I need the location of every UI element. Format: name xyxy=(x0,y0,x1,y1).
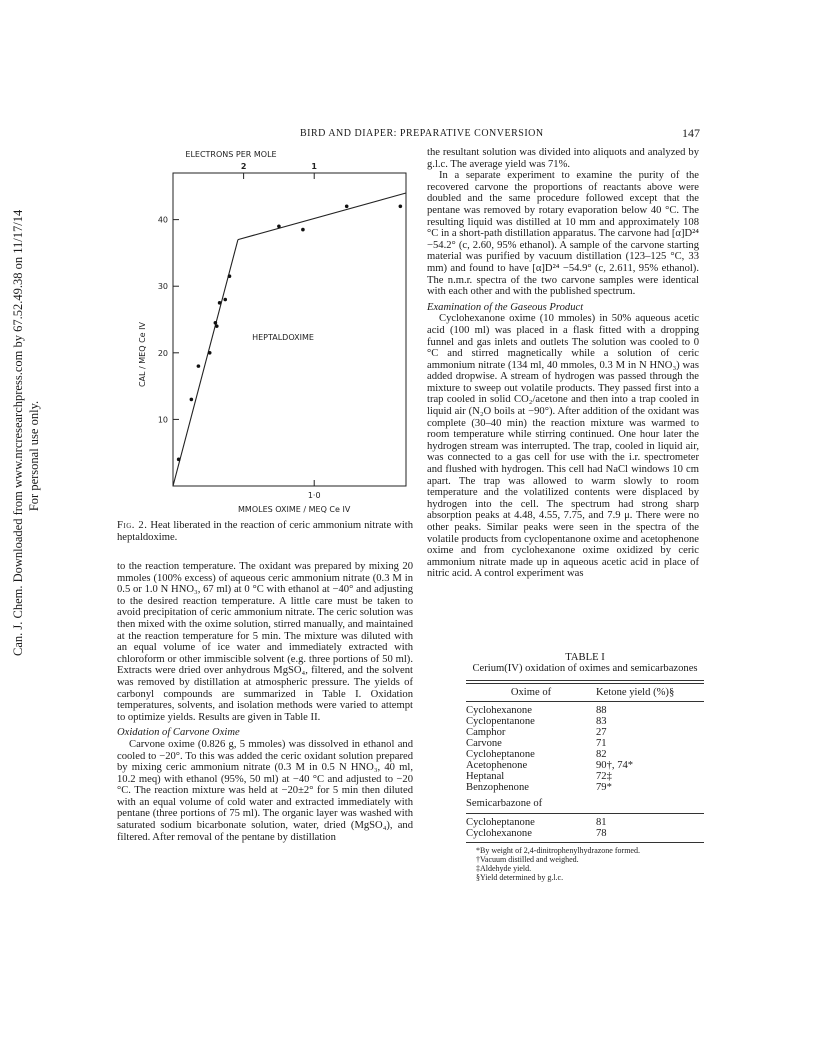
data-point xyxy=(190,398,194,402)
table-row xyxy=(466,727,704,738)
table-section-2-header: Semicarbazone of xyxy=(466,797,543,809)
table-footnote: §Yield determined by g.l.c. xyxy=(476,872,564,882)
table-cell-compound: Camphor xyxy=(466,726,506,738)
table-cell-compound: Cycloheptanone xyxy=(466,748,535,760)
left-paragraph-2: Carvone oxime (0.826 g, 5 mmoles) was dissolved in ethanol and cooled to −20°. To this was added the ceric oxidant solution prepared by mixing ceric ammonium nitrate (0.3 M in 0.5 N HNO₃, 40 ml, 10.2 meq) with ethanol (95%, 50 ml) at −40 °C and adjusted to −20 °C. The reaction mixture was held at −20±2° for 5 min then diluted with an equal volume of cold water and extracted immediately with pentane (three portions of 75 ml). The organic layer was washed with saturated sodium bicarbonate solution, water, dried (MgSO₄), and filtered. After removal of the pentane by distillation xyxy=(117,738,413,843)
y-tick-label: 10 xyxy=(157,415,168,425)
right-heading: Examination of the Gaseous Product xyxy=(427,301,584,313)
table-cell-compound: Acetophenone xyxy=(466,759,528,771)
right-paragraph-2: In a separate experiment to examine the purity of the recovered carvone the proportions of reactants above were doubled and the same procedure followed except that the pentane was removed by rotary evaporation below 40 °C. The resulting liquid was distilled at 10 mm and approximately 108 °C in a short-path distillation apparatus. The carvone had [α]D²⁴ −54.2° (c, 2.60, 95% ethanol). A sample of the carvone starting material was purified by vacuum distillation (123–125 °C, 33 mm) and found to have [α]D²⁴ −54.9° (c, 2.611, 95% ethanol). The n.m.r. spectra of the two carvone samples were identical with each other and with the published spectrum. xyxy=(427,170,699,298)
table-cell-yield: 82 xyxy=(596,748,607,760)
table-header xyxy=(466,684,704,701)
x-tick-label: 1·0 xyxy=(307,491,321,500)
table-cell-yield: 81 xyxy=(596,816,607,828)
watermark-line-2: For personal use only. xyxy=(27,400,41,512)
table-subtitle: Cerium(IV) oxidation of oximes and semicarbazones xyxy=(472,663,698,674)
table-title: TABLE I xyxy=(565,652,605,663)
table-rows-oximes xyxy=(466,702,704,793)
data-point xyxy=(215,324,219,328)
page-number: 147 xyxy=(682,126,700,140)
x-axis-label: MMOLES OXIME / MEQ Ce IV xyxy=(238,505,351,514)
table-cell-compound: Benzophenone xyxy=(466,781,529,793)
data-point xyxy=(197,364,201,368)
left-paragraph-1: to the reaction temperature. The oxidant was prepared by mixing 20 mmoles (100% excess) of aqueous ceric ammonium nitrate (0.3 M in 0.5 or 1.0 N HNO₃, 67 ml) at 0 °C with ethanol at −40° and adjusting to the desired reaction temperature. A little care must be taken to avoid precipitation of ceric ammonium nitrate. The ceric solution was then mixed with the oxime solution, stirred manually, and maintained at the reaction temperature for 5 min. The mixture was diluted with an equal volume of ice water and immediately extracted with chloroform or other immiscible solvent (e.g. three portions of 50 ml). Extracts were dried over anhydrous MgSO₄, filtered, and the solvent was removed by distillation at atmospheric pressure. The yields of carbonyl compounds are summarized in Table I. Oxidation temperatures, solvents, and isolation methods were varied to attempt to optimize yields. Results are given in Table II. xyxy=(117,561,413,723)
table-1 xyxy=(466,652,704,882)
watermark-line-1: Can. J. Chem. Downloaded from www.nrcresearchpress.com by 67.52.49.38 on 11/17/14 xyxy=(11,209,25,656)
table-row xyxy=(466,817,704,828)
table-col-1-header: Oxime of xyxy=(510,686,552,698)
data-point xyxy=(277,224,281,228)
table-cell-compound: Heptanal xyxy=(466,770,505,782)
table-cell-yield: 71 xyxy=(596,737,607,749)
table-cell-yield: 90†, 74* xyxy=(596,759,634,771)
table-row xyxy=(466,771,704,782)
inner-label: HEPTALDOXIME xyxy=(252,333,314,342)
download-watermark xyxy=(6,209,48,660)
data-point xyxy=(345,204,349,208)
data-point xyxy=(218,301,222,305)
table-footnote: ‡Aldehyde yield. xyxy=(476,863,532,873)
left-column xyxy=(117,561,413,843)
y-tick-label: 40 xyxy=(157,215,168,225)
y-axis-label: CAL / MEQ Ce IV xyxy=(138,322,147,388)
table-row xyxy=(466,705,704,716)
table-cell-compound: Cycloheptanone xyxy=(466,816,535,828)
fit-line xyxy=(238,193,406,240)
figure-caption xyxy=(117,520,413,543)
table-rows-semicarbazones xyxy=(466,814,704,842)
data-point xyxy=(399,204,403,208)
data-point xyxy=(214,321,218,325)
figure-2-chart xyxy=(115,145,415,514)
data-point xyxy=(223,298,227,302)
table-cell-yield: 72‡ xyxy=(596,770,612,782)
table-row xyxy=(466,782,704,793)
table-cell-compound: Carvone xyxy=(466,737,502,749)
right-paragraph-3: Cyclohexanone oxime (10 mmoles) in 50% aqueous acetic acid (100 ml) was placed in a flask fitted with a dropping funnel and gas inlets and outlets The solution was cooled to 0 °C and stirred magnetically while a solution of ceric ammonium nitrate (134 ml, 40 mmoles, 0.3 M in N HNO₃) was added dropwise. A stream of hydrogen was passed through the mixture to sweep out volatile products. They passed first into a trap cooled in solid CO₂/acetone and then into a trap cooled in liquid air (N₂O boils at −90°). After addition of the oxidant was complete (30–40 min) the reaction mixture was warmed to room temperature while stirring continued. One hour later the hydrogen stream was interrupted. The trap, cooled in liquid air, was connected to a gas cell for use with the i.r. spectrometer and flushed with hydrogen. This cell had NaCl windows 10 cm apart. The trap was allowed to warm slowly to room temperature and the volatilized contents were displaced by hydrogen into the cell. The spectrum had strong sharp absorption peaks at 4.48, 4.55, 7.75, and 7.9 μ. There were no other peaks. Similar peaks were seen in the spectra of the volatile products from cyclopentanone oxime and acetophenone oxime and from cyclohexanone oxime oxidized by ceric ammonium nitrate made up in aqueous acetic acid in place of nitric acid. A control experiment was xyxy=(427,313,699,580)
top-axis-label: ELECTRONS PER MOLE xyxy=(185,150,277,159)
right-paragraph-1: the resultant solution was divided into aliquots and analyzed by g.l.c. The average yield was 71%. xyxy=(427,147,699,170)
right-column xyxy=(427,147,699,580)
data-point xyxy=(228,274,232,278)
plot-frame xyxy=(173,173,406,486)
data-point xyxy=(177,458,181,462)
y-tick-label: 30 xyxy=(157,282,168,292)
table-cell-compound: Cyclohexanone xyxy=(466,704,532,716)
running-title: BIRD AND DIAPER: PREPARATIVE CONVERSION xyxy=(300,128,544,139)
table-footnotes xyxy=(466,843,704,882)
data-point xyxy=(301,228,305,232)
left-heading: Oxidation of Carvone Oxime xyxy=(117,727,240,739)
table-row xyxy=(466,716,704,727)
top-tick-label: 2 xyxy=(240,162,247,171)
table-cell-yield: 27 xyxy=(596,726,607,738)
table-cell-yield: 83 xyxy=(596,715,607,727)
table-footnote: *By weight of 2,4-dinitrophenylhydrazone formed. xyxy=(476,845,640,855)
caption-label: Fig. 2. xyxy=(117,520,148,531)
top-tick-label: 1 xyxy=(311,162,318,171)
table-row xyxy=(466,828,704,839)
table-cell-yield: 78 xyxy=(596,827,607,839)
table-row xyxy=(466,738,704,749)
table-row xyxy=(466,749,704,760)
table-cell-yield: 88 xyxy=(596,704,607,716)
table-cell-yield: 79* xyxy=(596,781,612,793)
table-cell-compound: Cyclohexanone xyxy=(466,827,532,839)
y-tick-label: 20 xyxy=(157,348,168,358)
caption-text: Heat liberated in the reaction of ceric ammonium nitrate with heptaldoxime. xyxy=(117,520,413,543)
table-footnote: †Vacuum distilled and weighed. xyxy=(476,854,579,864)
table-cell-compound: Cyclopentanone xyxy=(466,715,535,727)
table-col-2-header: Ketone yield (%)§ xyxy=(596,686,675,698)
data-point xyxy=(208,351,212,355)
table-row xyxy=(466,760,704,771)
